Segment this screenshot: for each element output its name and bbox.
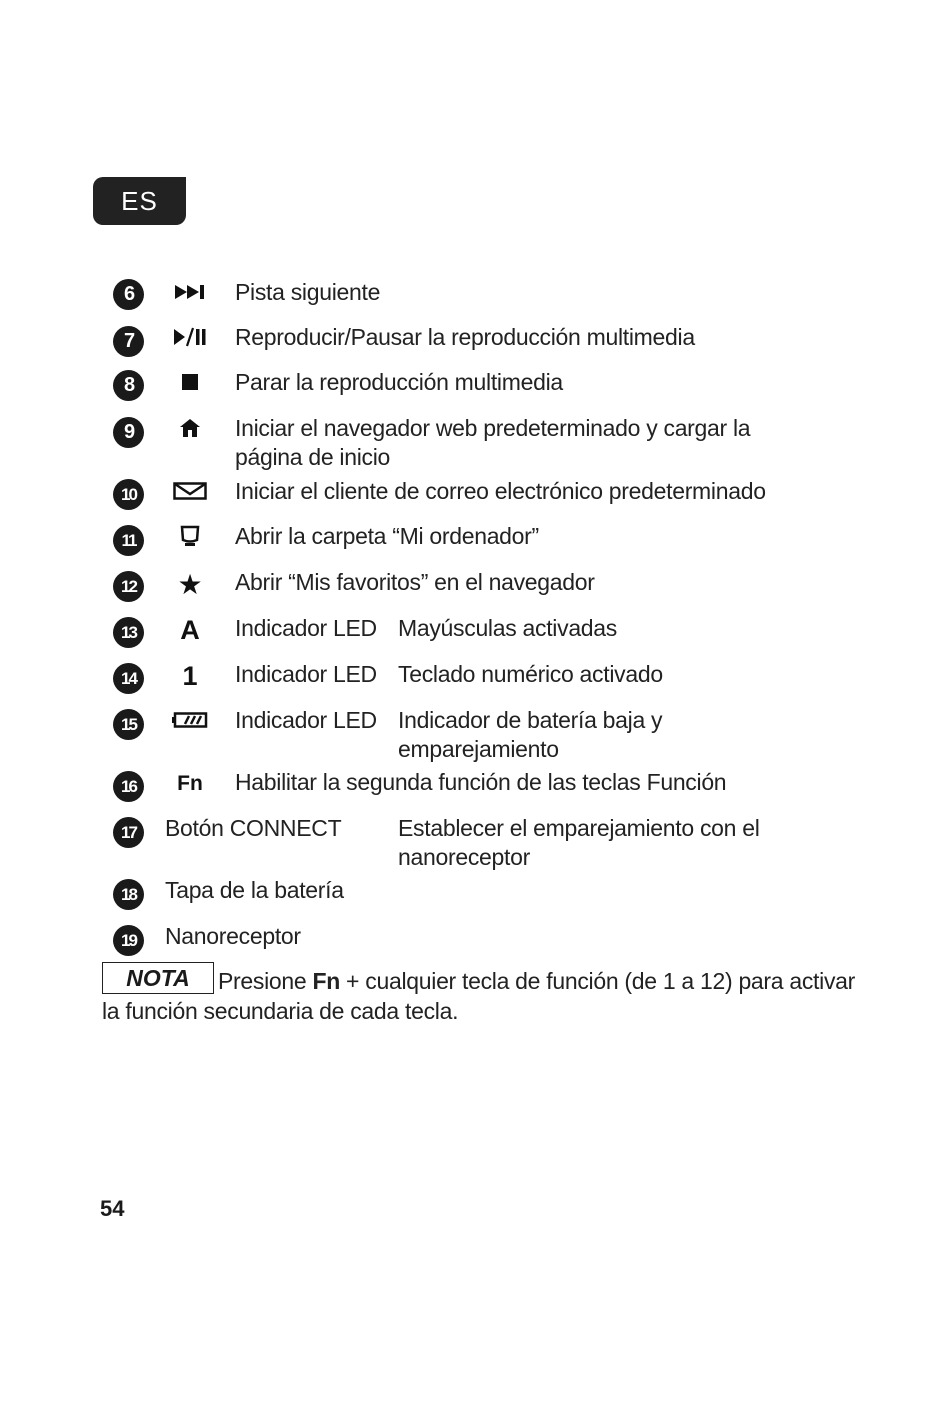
- list-item: [0, 413, 950, 483]
- fn-key-icon: Fn: [177, 772, 203, 795]
- list-item: [0, 521, 950, 561]
- item-number: 8: [113, 370, 144, 401]
- item-description: Pista siguiente: [235, 279, 381, 305]
- item-number: 18: [113, 879, 144, 910]
- note-text: [218, 966, 855, 996]
- item-name: Tapa de la batería: [165, 877, 344, 903]
- note-text-post: + cualquier tecla de función (de 1 a 12) para activar: [339, 968, 856, 994]
- item-description: Habilitar la segunda función de las teclas Función: [235, 769, 727, 795]
- note-label: NOTA: [102, 962, 214, 994]
- home-icon: [168, 413, 212, 443]
- play-pause-icon: [168, 322, 212, 352]
- item-description: Indicador LED: [235, 661, 377, 687]
- item-detail-cont: nanoreceptor: [398, 844, 530, 870]
- item-description: Indicador LED: [235, 707, 377, 733]
- star-icon: ★: [177, 568, 203, 600]
- item-description: Reproducir/Pausar la reproducción multimedia: [235, 324, 695, 350]
- item-detail-cont: emparejamiento: [398, 736, 559, 762]
- page-number: 54: [100, 1196, 125, 1221]
- list-item: [0, 921, 950, 961]
- next-track-icon: [168, 277, 212, 307]
- list-item: [0, 367, 950, 407]
- item-detail: Indicador de batería baja y: [398, 707, 663, 733]
- item-detail: Teclado numérico activado: [398, 661, 663, 687]
- num-lock-icon: 1: [182, 660, 198, 691]
- item-number: 9: [113, 417, 144, 448]
- item-description: Abrir “Mis favoritos” en el navegador: [235, 569, 595, 595]
- item-description: Abrir la carpeta “Mi ordenador”: [235, 523, 539, 549]
- item-description-cont: página de inicio: [235, 444, 391, 470]
- item-name: Nanoreceptor: [165, 923, 301, 949]
- list-item: [0, 567, 950, 607]
- item-number: 10: [113, 479, 144, 510]
- language-tab: ES: [93, 177, 186, 225]
- list-item: [0, 875, 950, 915]
- computer-icon: [168, 521, 212, 551]
- item-detail: Mayúsculas activadas: [398, 615, 617, 641]
- list-item: [0, 613, 950, 653]
- item-number: 7: [113, 326, 144, 357]
- note-text-pre: Presione: [218, 968, 313, 994]
- list-item: [0, 767, 950, 807]
- item-number: 12: [113, 571, 144, 602]
- item-name: Botón CONNECT: [165, 815, 342, 841]
- list-item: [0, 322, 950, 362]
- item-number: 16: [113, 771, 144, 802]
- list-item: [0, 476, 950, 516]
- battery-icon: [168, 705, 212, 735]
- item-number: 17: [113, 817, 144, 848]
- stop-icon: [168, 367, 212, 397]
- item-number: 6: [113, 279, 144, 310]
- item-number: 15: [113, 709, 144, 740]
- list-item: [0, 705, 950, 775]
- item-number: 19: [113, 925, 144, 956]
- item-description: Iniciar el cliente de correo electrónico predeterminado: [235, 478, 766, 504]
- list-item: [0, 277, 950, 317]
- note-text-line2: la función secundaria de cada tecla.: [102, 998, 459, 1024]
- item-number: 13: [113, 617, 144, 648]
- item-description: Parar la reproducción multimedia: [235, 369, 563, 395]
- list-item: [0, 659, 950, 699]
- item-number: 14: [113, 663, 144, 694]
- caps-lock-icon: A: [180, 614, 200, 645]
- note-key: Fn: [312, 968, 340, 994]
- item-description: Indicador LED: [235, 615, 377, 641]
- item-number: 11: [113, 525, 144, 556]
- mail-icon: [168, 476, 212, 506]
- item-detail: Establecer el emparejamiento con el: [398, 815, 760, 841]
- item-description: Iniciar el navegador web predeterminado y cargar la: [235, 415, 751, 441]
- list-item: [0, 813, 950, 883]
